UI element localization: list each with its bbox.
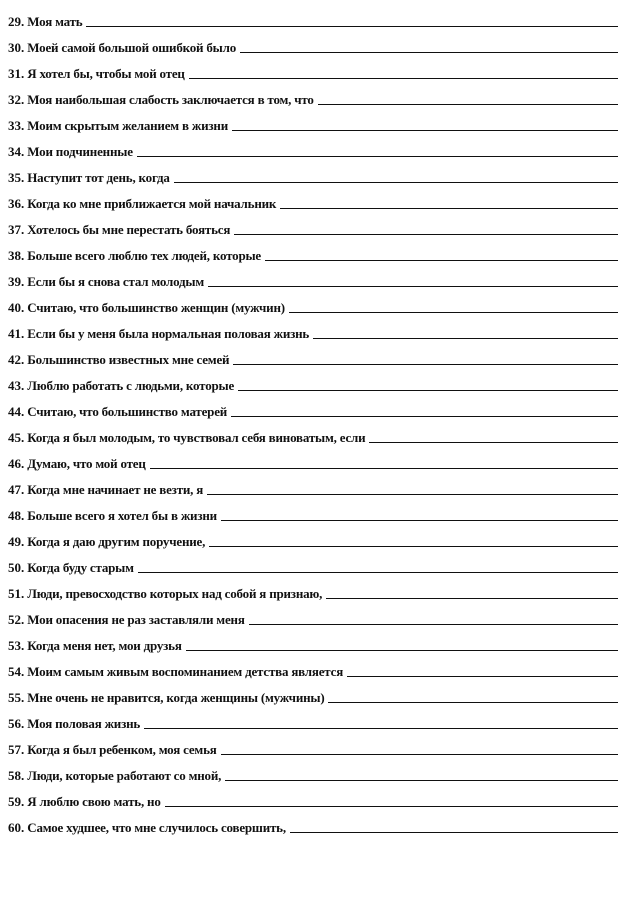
answer-line[interactable] bbox=[313, 338, 618, 339]
question-prompt: Считаю, что большинство матерей bbox=[27, 404, 228, 419]
question-number: 42. bbox=[8, 352, 25, 367]
question-number: 53. bbox=[8, 638, 25, 653]
question-prompt: Когда ко мне приближается мой начальник bbox=[27, 196, 277, 211]
answer-line[interactable] bbox=[221, 520, 618, 521]
answer-line[interactable] bbox=[328, 702, 618, 703]
question-prompt: Наступит тот день, когда bbox=[27, 170, 170, 185]
questionnaire-sheet bbox=[8, 4, 618, 836]
question-prompt: Большинство известных мне семей bbox=[27, 352, 230, 367]
answer-line[interactable] bbox=[249, 624, 618, 625]
question-number: 36. bbox=[8, 196, 25, 211]
answer-line[interactable] bbox=[138, 572, 618, 573]
answer-line[interactable] bbox=[232, 130, 618, 131]
question-prompt: Моей самой большой ошибкой было bbox=[27, 40, 237, 55]
question-prompt: Если бы я снова стал молодым bbox=[27, 274, 204, 289]
question-number: 60. bbox=[8, 820, 25, 835]
question-number: 46. bbox=[8, 456, 25, 471]
question-prompt: Мои опасения не раз заставляли меня bbox=[27, 612, 245, 627]
question-item bbox=[8, 264, 618, 290]
question-prompt: Считаю, что большинство женщин (мужчин) bbox=[27, 300, 285, 315]
question-prompt: Думаю, что мой отец bbox=[27, 456, 146, 471]
answer-line[interactable] bbox=[86, 26, 618, 27]
question-item bbox=[8, 576, 618, 602]
question-prompt: Люди, которые работают со мной, bbox=[27, 768, 222, 783]
question-number: 58. bbox=[8, 768, 25, 783]
question-prompt: Когда мне начинает не везти, я bbox=[27, 482, 204, 497]
question-prompt: Если бы у меня была нормальная половая жизнь bbox=[27, 326, 310, 341]
answer-line[interactable] bbox=[233, 364, 618, 365]
question-item bbox=[8, 134, 618, 160]
answer-line[interactable] bbox=[240, 52, 618, 53]
answer-line[interactable] bbox=[318, 104, 618, 105]
question-item bbox=[8, 186, 618, 212]
question-number: 52. bbox=[8, 612, 25, 627]
question-number: 56. bbox=[8, 716, 25, 731]
question-prompt: Я люблю свою мать, но bbox=[27, 794, 161, 809]
question-number: 40. bbox=[8, 300, 25, 315]
question-item bbox=[8, 810, 618, 836]
question-item bbox=[8, 628, 618, 654]
answer-line[interactable] bbox=[234, 234, 618, 235]
question-prompt: Люди, превосходство которых над собой я признаю, bbox=[27, 586, 323, 601]
question-item bbox=[8, 160, 618, 186]
answer-line[interactable] bbox=[186, 650, 618, 651]
question-prompt: Я хотел бы, чтобы мой отец bbox=[27, 66, 185, 81]
question-item bbox=[8, 706, 618, 732]
question-item bbox=[8, 498, 618, 524]
answer-line[interactable] bbox=[238, 390, 618, 391]
answer-line[interactable] bbox=[137, 156, 618, 157]
answer-line[interactable] bbox=[231, 416, 618, 417]
question-item bbox=[8, 290, 618, 316]
question-prompt: Люблю работать с людьми, которые bbox=[27, 378, 235, 393]
question-item bbox=[8, 654, 618, 680]
answer-line[interactable] bbox=[290, 832, 618, 833]
question-item bbox=[8, 316, 618, 342]
question-item bbox=[8, 394, 618, 420]
question-number: 51. bbox=[8, 586, 25, 601]
question-item bbox=[8, 56, 618, 82]
question-number: 29. bbox=[8, 14, 25, 29]
question-number: 47. bbox=[8, 482, 25, 497]
question-number: 37. bbox=[8, 222, 25, 237]
question-prompt: Моя наибольшая слабость заключается в том, что bbox=[27, 92, 314, 107]
question-prompt: Моя половая жизнь bbox=[27, 716, 141, 731]
answer-line[interactable] bbox=[347, 676, 618, 677]
answer-line[interactable] bbox=[369, 442, 618, 443]
question-prompt: Когда буду старым bbox=[27, 560, 134, 575]
answer-line[interactable] bbox=[189, 78, 618, 79]
question-item bbox=[8, 342, 618, 368]
question-number: 35. bbox=[8, 170, 25, 185]
question-item bbox=[8, 732, 618, 758]
question-prompt: Когда я был ребенком, моя семья bbox=[27, 742, 217, 757]
question-item bbox=[8, 108, 618, 134]
question-item bbox=[8, 758, 618, 784]
question-item bbox=[8, 238, 618, 264]
answer-line[interactable] bbox=[165, 806, 618, 807]
question-number: 30. bbox=[8, 40, 25, 55]
question-item bbox=[8, 680, 618, 706]
question-number: 44. bbox=[8, 404, 25, 419]
question-item bbox=[8, 446, 618, 472]
answer-line[interactable] bbox=[207, 494, 618, 495]
question-prompt: Хотелось бы мне перестать бояться bbox=[27, 222, 231, 237]
question-number: 59. bbox=[8, 794, 25, 809]
answer-line[interactable] bbox=[265, 260, 618, 261]
question-number: 41. bbox=[8, 326, 25, 341]
question-number: 43. bbox=[8, 378, 25, 393]
question-prompt: Самое худшее, что мне случилось совершить, bbox=[27, 820, 286, 835]
question-number: 38. bbox=[8, 248, 25, 263]
answer-line[interactable] bbox=[209, 546, 618, 547]
answer-line[interactable] bbox=[144, 728, 618, 729]
answer-line[interactable] bbox=[150, 468, 618, 469]
question-number: 33. bbox=[8, 118, 25, 133]
question-number: 54. bbox=[8, 664, 25, 679]
question-number: 49. bbox=[8, 534, 25, 549]
answer-line[interactable] bbox=[221, 754, 618, 755]
question-item bbox=[8, 4, 618, 30]
answer-line[interactable] bbox=[208, 286, 618, 287]
question-item bbox=[8, 30, 618, 56]
question-item bbox=[8, 550, 618, 576]
question-number: 31. bbox=[8, 66, 25, 81]
answer-line[interactable] bbox=[289, 312, 618, 313]
question-item bbox=[8, 368, 618, 394]
question-prompt: Когда я был молодым, то чувствовал себя виноватым, если bbox=[27, 430, 366, 445]
question-number: 39. bbox=[8, 274, 25, 289]
answer-line[interactable] bbox=[280, 208, 618, 209]
question-prompt: Мне очень не нравится, когда женщины (мужчины) bbox=[27, 690, 325, 705]
question-number: 45. bbox=[8, 430, 25, 445]
question-prompt: Больше всего я хотел бы в жизни bbox=[27, 508, 217, 523]
question-item bbox=[8, 82, 618, 108]
answer-line[interactable] bbox=[225, 780, 618, 781]
question-prompt: Мои подчиненные bbox=[27, 144, 133, 159]
question-number: 32. bbox=[8, 92, 25, 107]
answer-line[interactable] bbox=[174, 182, 618, 183]
question-number: 57. bbox=[8, 742, 25, 757]
question-number: 55. bbox=[8, 690, 25, 705]
question-item bbox=[8, 472, 618, 498]
question-number: 34. bbox=[8, 144, 25, 159]
question-item bbox=[8, 420, 618, 446]
question-prompt: Когда я даю другим поручение, bbox=[27, 534, 206, 549]
question-item bbox=[8, 784, 618, 810]
question-prompt: Моим скрытым желанием в жизни bbox=[27, 118, 228, 133]
question-number: 48. bbox=[8, 508, 25, 523]
question-number: 50. bbox=[8, 560, 25, 575]
question-item bbox=[8, 212, 618, 238]
question-prompt: Больше всего люблю тех людей, которые bbox=[27, 248, 262, 263]
question-prompt: Когда меня нет, мои друзья bbox=[27, 638, 182, 653]
question-prompt: Моя мать bbox=[27, 14, 83, 29]
answer-line[interactable] bbox=[326, 598, 618, 599]
question-item bbox=[8, 524, 618, 550]
question-item bbox=[8, 602, 618, 628]
question-prompt: Моим самым живым воспоминанием детства является bbox=[27, 664, 344, 679]
